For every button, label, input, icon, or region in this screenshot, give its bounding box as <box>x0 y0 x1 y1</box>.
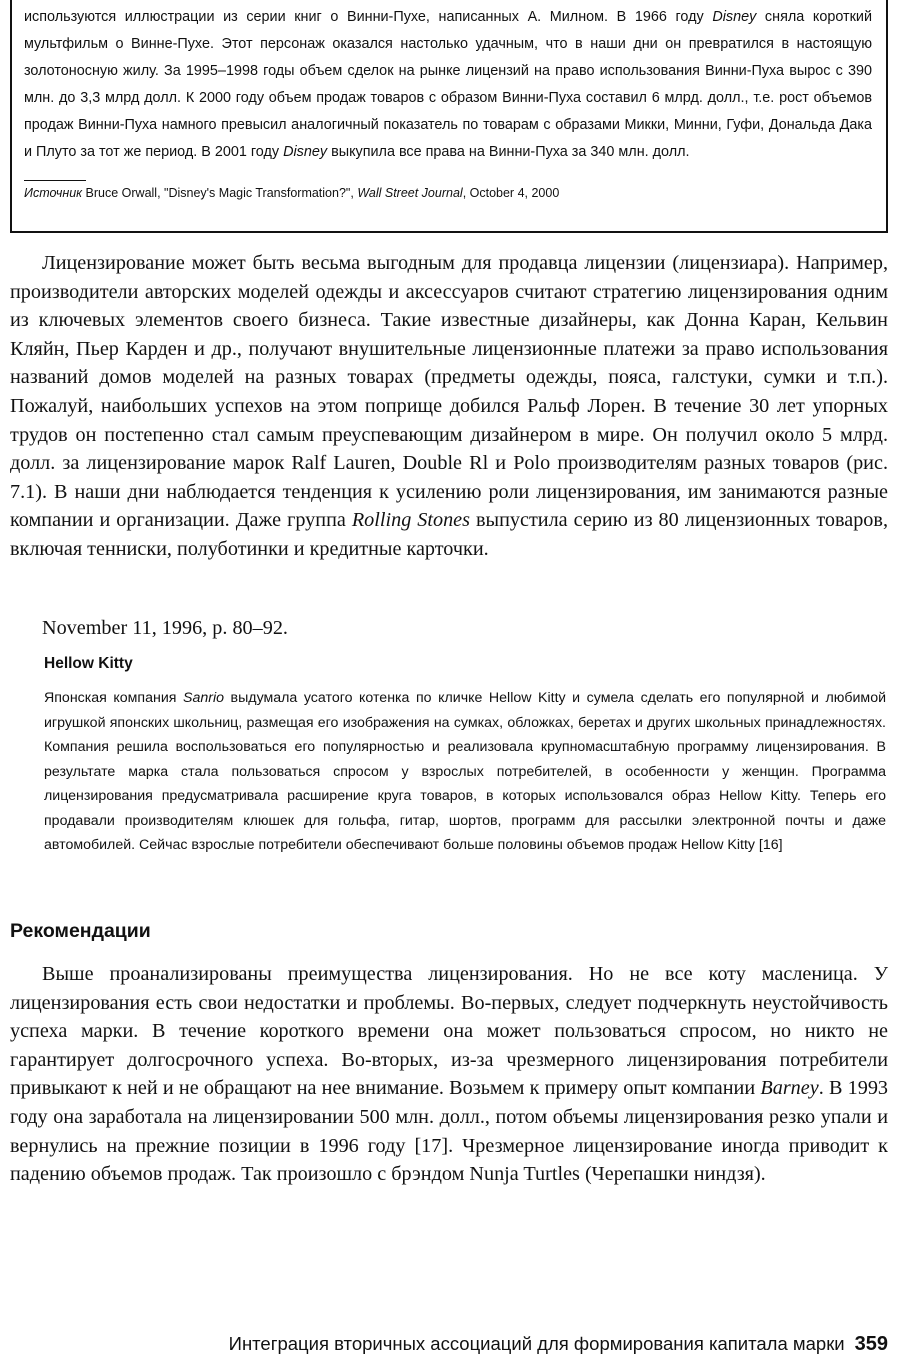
italic-company-name: Barney <box>760 1077 819 1100</box>
source-citation <box>24 183 872 203</box>
page-number: 359 <box>854 1333 888 1355</box>
text-run: используются иллюстрации из серии книг о Винни-Пухе, написанных А. Милном. В 1966 году <box>24 9 713 25</box>
source-text: Bruce Orwall, "Disney's Magic Transformation?", <box>82 186 358 200</box>
source-journal: Wall Street Journal <box>357 186 463 200</box>
text-run: Выше проанализированы преимущества лицензирования. Но не все коту масленица. У лицензирования есть свои недостатки и проблемы. Во-первых, следует подчеркнуть неустойчивость успеха марки. В течение короткого времени она может пользоваться спросом, но никто не гарантирует долгосрочного успеха. Во-вторых, из-за чрезмерного лицензирования потребители привыкают к ней и не обращают на нее внимание. Возьмем к примеру опыт компании <box>10 963 888 1100</box>
italic-band-name: Rolling Stones <box>351 509 470 532</box>
body-paragraph-2 <box>10 960 888 1189</box>
sidebar-box <box>10 0 888 233</box>
text-run: Лицензирование может быть весьма выгодным для продавца лицензии (лицензиара). Например, производители авторских моделей одежды и аксессуаров считают стратегию лицензирования одним из ключевых элементов своего бизнеса. Такие известные дизайнеры, как Донна Каран, Кельвин Кляйн, Пьер Карден и др., получают внушительные лицензионные платежи за право использования названий домов моделей на разных товарах (предметы одежды, пояса, галстуки, сумки и т.п.). Пожалуй, наибольших успехов на этом поприще добился Ральф Лорен. В течение 30 лет упорных трудов он постепенно стал самым преуспевающим дизайнером в мире. Он получил около 5 млрд. долл. за лицензирование марок Ralf Lauren, Double Rl и Polo производителям разных товаров (рис. 7.1). В наши дни наблюдается тенденция к усилению роли лицензирования, им занимаются разные компании и организации. Даже группа <box>10 252 888 532</box>
italic-company-name: Disney <box>712 9 757 25</box>
source-label: Источник <box>24 186 83 200</box>
text-run: выпустила серию из 80 лицензионных товаров, включая тенниски, полуботинки и кредитные карточки. <box>10 509 888 560</box>
text-run: . В 1993 году она заработала на лицензировании 500 млн. долл., потом объемы лицензирования резко упали и вернулись на прежние позиции в 1996 году [17]. Чрезмерное лицензирование иногда приводит к падению объемов продаж. Так произошло с брэндом Nunja Turtles (Черепашки ниндзя). <box>10 1077 889 1186</box>
text-run: выкупила все права на Винни-Пуха за 340 млн. долл. <box>327 144 690 160</box>
source-divider <box>24 180 86 181</box>
case-title: Hellow Kitty <box>44 655 133 672</box>
running-title: Интеграция вторичных ассоциаций для формирования капитала марки <box>228 1333 845 1354</box>
body-paragraph-1 <box>10 249 888 564</box>
source-date: , October 4, 2000 <box>462 186 560 200</box>
text-run: сняла короткий мультфильм о Винне-Пухе. Этот персонаж оказался настолько удачным, что в наши дни он превратился в настоящую золотоносную жилу. За 1995–1998 годы объем сделок на рынке лицензий на право использования Винни-Пуха вырос с 390 млн. до 3,3 млрд долл. К 2000 году объем продаж товаров с образом Винни-Пуха составил 6 млрд. долл., т.е. рост объемов продаж Винни-Пуха намного превысил аналогичный показатель по товарам с образами Микки, Минни, Гуфи, Дональда Дака и Плуто за тот же период. В 2001 году <box>24 9 872 160</box>
text-run: Японская компания <box>44 690 183 706</box>
page-footer <box>229 1333 888 1356</box>
italic-company-name: Disney <box>283 144 328 160</box>
case-text <box>44 686 886 858</box>
sidebar-box-text <box>24 4 872 166</box>
italic-company-name: Sanrio <box>182 690 224 706</box>
section-heading: Рекомендации <box>10 920 151 942</box>
reference-line: November 11, 1996, p. 80–92. <box>42 617 288 639</box>
text-run: выдумала усатого котенка по кличке Hellow Kitty и сумела сделать его популярной и любимой игрушкой японских школьниц, размещая его изображения на сумках, обложках, беретах и других школьных принадлежностях. Компания решила воспользоваться его популярностью и реализовала крупномасштабную программу лицензирования. В результате марка стала пользоваться спросом у взрослых потребителей, в особенности у женщин. Программа лицензирования предусматривала расширение круга товаров, в которых использовался образ Hellow Kitty. Теперь его продавали производителям клюшек для гольфа, гитар, шортов, программ для рассылки электронной почты и даже автомобилей. Сейчас взрослые потребители обеспечивают больше половины объемов продаж Hellow Kitty [16] <box>44 690 887 853</box>
